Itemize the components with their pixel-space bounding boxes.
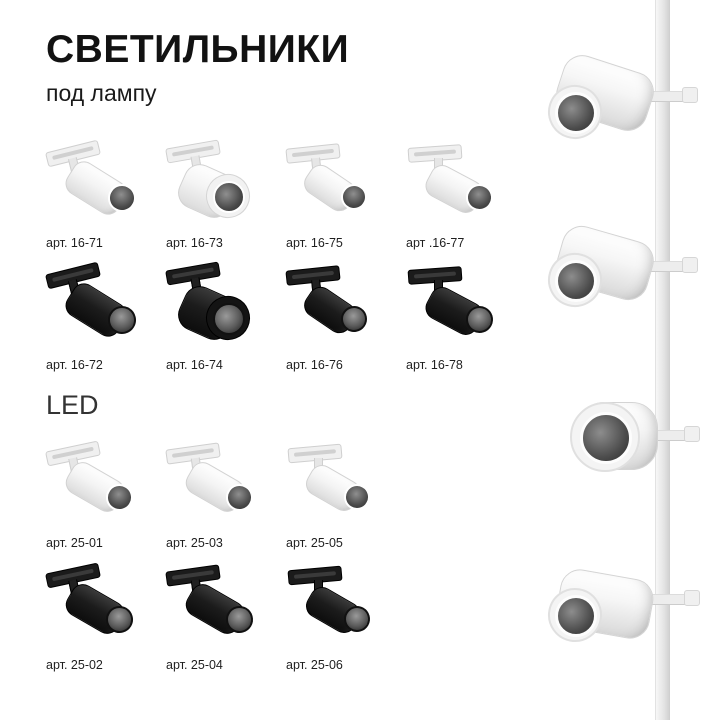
product-article: арт. 25-03 [166,536,223,550]
product-article: арт. 25-06 [286,658,343,672]
product-article: арт. 16-71 [46,236,103,250]
fixture-icon [46,562,166,654]
product-article: арт. 16-73 [166,236,223,250]
product-article: арт. 16-75 [286,236,343,250]
product-article: арт. 16-72 [46,358,103,372]
fixture-icon [406,140,526,232]
hero-fixture [540,225,680,335]
fixture-icon [286,562,406,654]
product-article: арт. 25-01 [46,536,103,550]
product-article: арт .16-77 [406,236,465,250]
product-article: арт. 16-74 [166,358,223,372]
product-article: арт. 16-78 [406,358,463,372]
fixture-icon [46,262,166,354]
product-article: арт. 25-04 [166,658,223,672]
fixture-icon [46,440,166,532]
hero-fixture [540,390,680,500]
fixture-icon [166,140,286,232]
product-article: арт. 16-76 [286,358,343,372]
page-subtitle: под лампу [46,80,157,106]
fixture-icon [286,140,406,232]
fixture-icon [166,562,286,654]
product-article: арт. 25-02 [46,658,103,672]
product-article: арт. 25-05 [286,536,343,550]
hero-fixture [540,55,680,165]
fixture-icon [166,262,286,354]
fixture-icon [286,440,406,532]
fixture-icon [406,262,526,354]
hero-fixture [540,560,680,670]
page-title: СВЕТИЛЬНИКИ [46,28,350,71]
fixture-icon [166,440,286,532]
fixture-icon [46,140,166,232]
section-label-led: LED [46,390,99,420]
fixture-icon [286,262,406,354]
